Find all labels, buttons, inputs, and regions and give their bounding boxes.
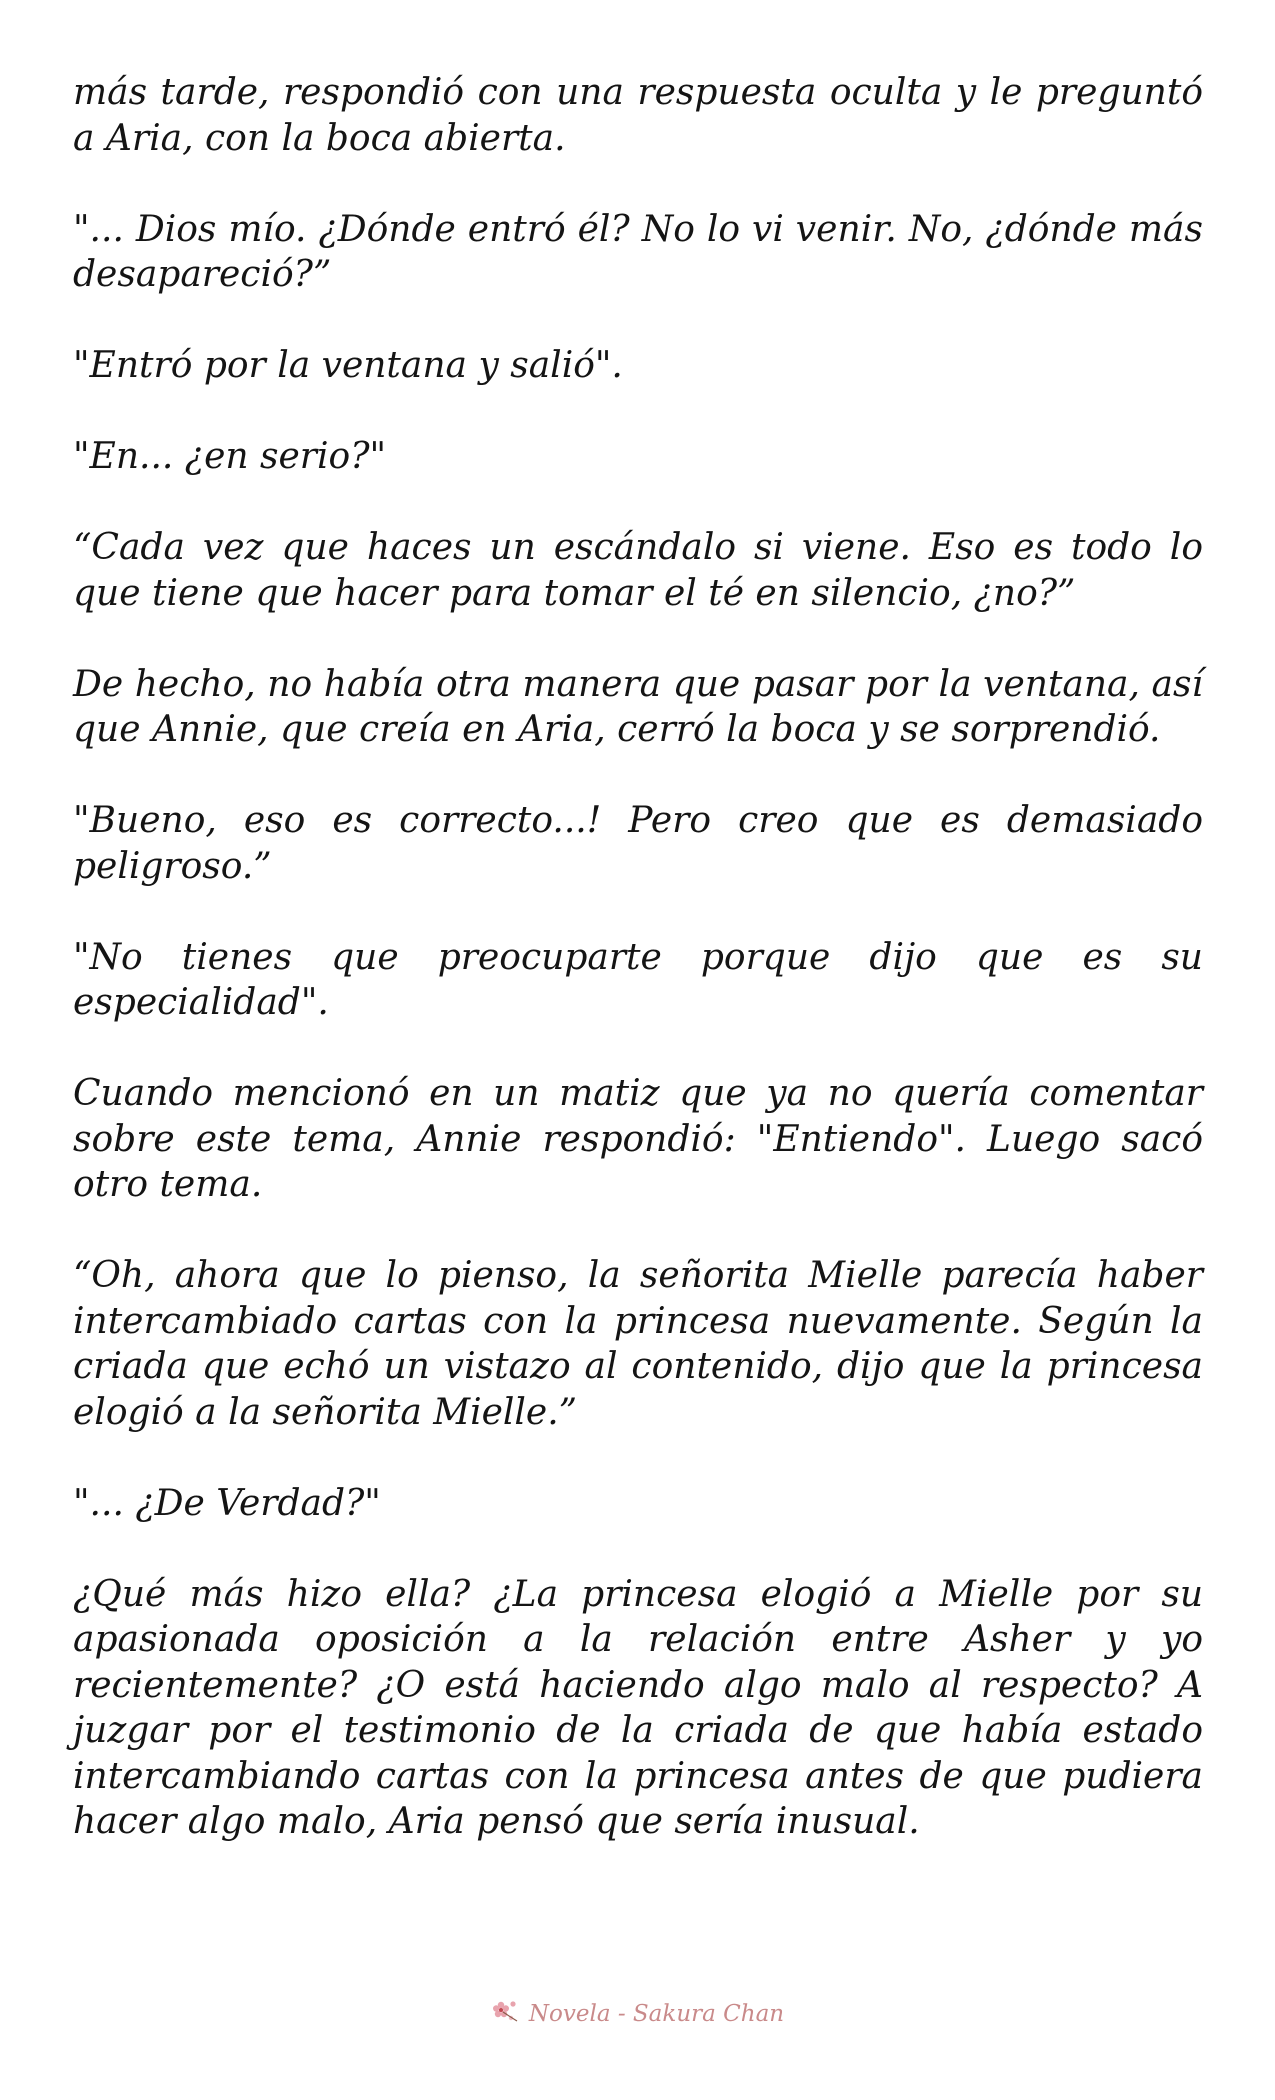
paragraph: "... ¿De Verdad?" [73, 1482, 381, 1524]
novel-page [73, 70, 1203, 1890]
paragraph: Cuando mencionó en un matiz que ya no quería comentar sobre este tema, Annie respondió: "Entiendo". Luego sacó otro tema. [73, 1073, 1203, 1205]
watermark-footer [0, 1998, 1275, 2029]
paragraph: "No tienes que preocuparte porque dijo que es su especialidad". [73, 936, 1203, 1023]
paragraph: "... Dios mío. ¿Dónde entró él? No lo vi venir. No, ¿dónde más desapareció?” [73, 208, 1203, 295]
paragraph: "Entró por la ventana y salió". [73, 345, 623, 386]
paragraph: “Cada vez que haces un escándalo si viene. Eso es todo lo que tiene que hacer para tomar el té en silencio, ¿no?” [73, 527, 1203, 614]
paragraph: De hecho, no había otra manera que pasar por la ventana, así que Annie, que creía en Aria, cerró la boca y se sorprendió. [73, 663, 1203, 750]
paragraph: más tarde, respondió con una respuesta oculta y le preguntó a Aria, con la boca abierta. [73, 72, 1203, 159]
watermark-text: Novela - Sakura Chan [528, 2000, 785, 2027]
watermark [491, 1998, 784, 2029]
sakura-blossom-icon [491, 1998, 521, 2029]
paragraph: "Bueno, eso es correcto...! Pero creo que es demasiado peligroso.” [73, 800, 1203, 887]
paragraph: “Oh, ahora que lo pienso, la señorita Mielle parecía haber intercambiado cartas con la princesa nuevamente. Según la criada que echó un vistazo al contenido, dijo que la princesa elogió a la señorita Mielle.” [73, 1255, 1203, 1433]
paragraph: "En... ¿en serio?" [73, 436, 387, 477]
paragraph: ¿Qué más hizo ella? ¿La princesa elogió a Mielle por su apasionada oposición a la relación entre Asher y yo recientemente? ¿O está haciendo algo malo al respecto? A juzgar por el testimonio de la criada de que había estado intercambiando cartas con la princesa antes de que pudiera hacer algo malo, Aria pensó que sería inusual. [73, 1573, 1203, 1842]
